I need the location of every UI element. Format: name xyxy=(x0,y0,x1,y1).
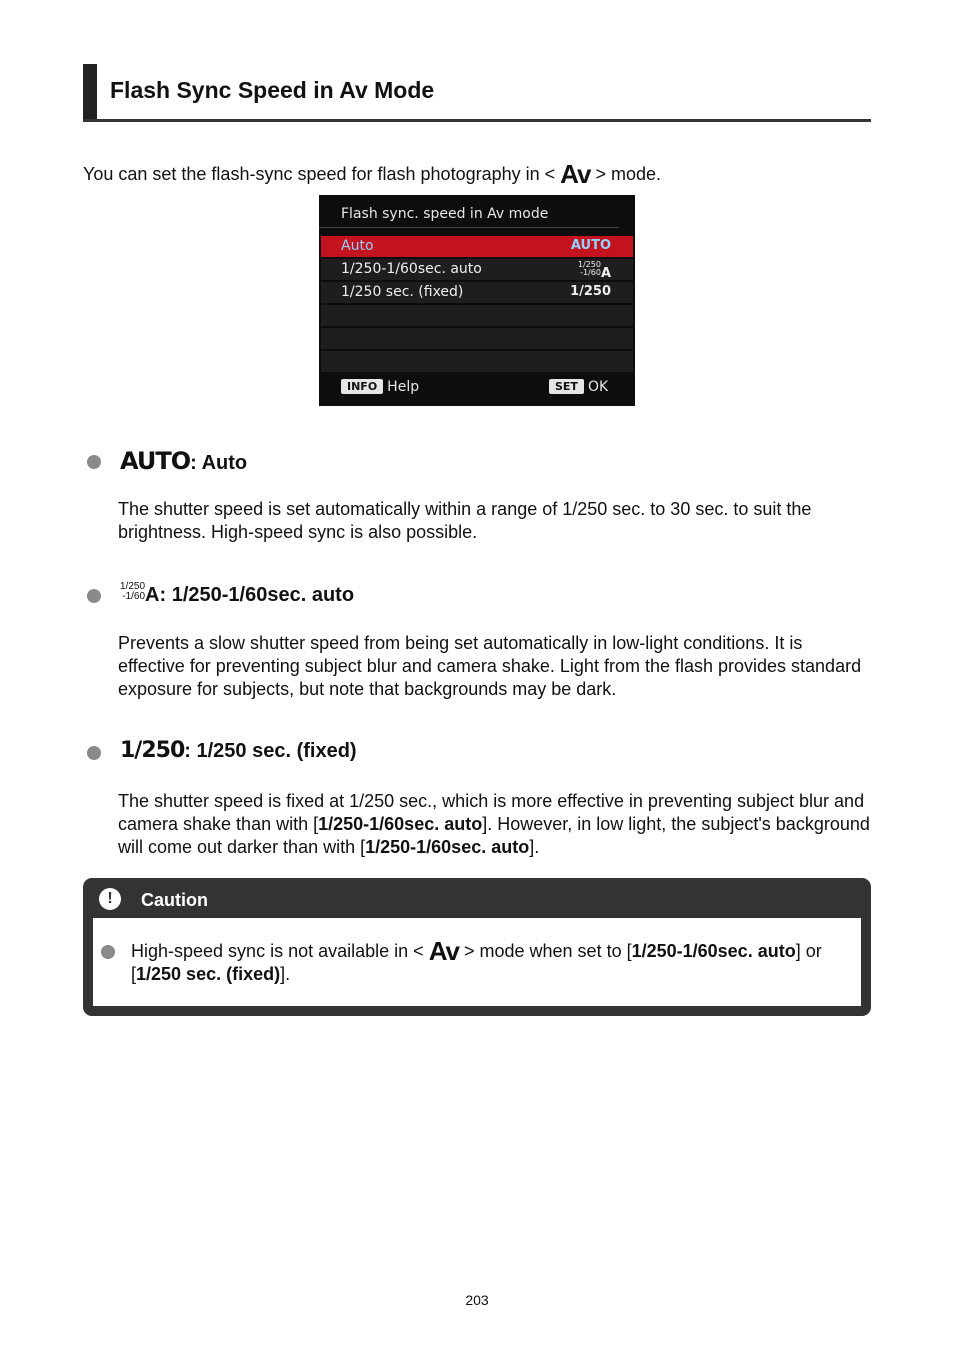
menu-item-label: 1/250 sec. (fixed) xyxy=(341,284,464,300)
section-text-1-250-1-60-auto: Prevents a slow shutter speed from being set automatically in low-light conditions. It is effective for preventing subject blur and camera shake. Light from the flash provides standard exposure for subjects, but note that backgrounds may be dark. xyxy=(118,633,862,699)
heading-rule xyxy=(83,119,871,122)
menu-item-label: Auto xyxy=(341,238,374,254)
intro-text-before: You can set the flash-sync speed for flash photography in < xyxy=(83,164,556,184)
bullet-icon xyxy=(101,945,115,959)
menu-item-value: AUTO xyxy=(570,238,611,253)
menu-item-value xyxy=(578,261,611,281)
menu-item-label: 1/250-1/60sec. auto xyxy=(341,261,482,277)
menu-item-1-250-1-60-auto[interactable] xyxy=(321,259,633,280)
caution-box xyxy=(83,878,871,1016)
menu-value-top: 1/250 xyxy=(577,260,601,269)
range-auto-icon xyxy=(120,581,160,606)
menu-empty-row xyxy=(321,351,633,372)
menu-empty-row xyxy=(321,328,633,349)
bold-part: 1/250-1/60sec. auto xyxy=(365,837,530,857)
heading-accent-bar xyxy=(83,64,97,120)
av-mode-icon: Av xyxy=(560,159,591,189)
intro-text-after: > mode. xyxy=(595,164,661,184)
bold-part: 1/250-1/60sec. auto xyxy=(631,941,796,961)
info-help-button[interactable] xyxy=(341,379,419,399)
section-text-1-250-fixed xyxy=(118,790,870,859)
info-key-label: Help xyxy=(387,379,420,395)
bullet-icon xyxy=(87,746,101,760)
page-number: 203 xyxy=(465,1292,489,1308)
exclamation-icon: ! xyxy=(99,888,121,910)
section-heading-1-250-1-60-auto xyxy=(120,582,354,607)
info-keycap: INFO xyxy=(341,379,383,394)
bold-part: 1/250 sec. (fixed) xyxy=(136,964,281,984)
section-title: : 1/250-1/60sec. auto xyxy=(159,584,355,606)
camera-menu-screen xyxy=(319,195,635,406)
section-title: : Auto xyxy=(190,452,248,474)
caution-body xyxy=(93,918,861,1006)
menu-item-auto[interactable] xyxy=(321,236,633,257)
set-keycap: SET xyxy=(549,379,584,394)
menu-title-divider xyxy=(319,227,619,228)
menu-value-bottom: -1/60 xyxy=(580,268,601,277)
bullet-icon xyxy=(87,589,101,603)
icon-top: 1/250 xyxy=(120,581,146,592)
auto-icon: AUTO xyxy=(120,447,191,475)
section-title: : 1/250 sec. (fixed) xyxy=(184,740,357,762)
caution-header xyxy=(83,878,871,918)
section-heading-auto xyxy=(120,447,247,475)
set-ok-button[interactable] xyxy=(549,379,608,399)
set-key-label: OK xyxy=(587,379,609,395)
bold-part: 1/250-1/60sec. auto xyxy=(318,814,483,834)
text-part: ]. xyxy=(529,837,540,857)
text-part: The shutter speed is fixed at 1/250 sec., which is more effective in preventing subject blur and camera shake than with [ xyxy=(118,791,865,834)
text-part: High-speed sync is not available in < xyxy=(131,941,424,961)
section-text-auto: The shutter speed is set automatically within a range of 1/250 sec. to 30 sec. to suit the brightness. High-speed sync is also possible. xyxy=(118,499,812,542)
intro-paragraph xyxy=(83,159,661,189)
icon-suffix: A xyxy=(145,584,160,606)
bullet-icon xyxy=(87,455,101,469)
caution-text xyxy=(131,936,831,986)
text-part: ] or [ xyxy=(131,941,822,984)
text-part: ]. xyxy=(280,964,291,984)
menu-empty-row xyxy=(321,305,633,326)
menu-title: Flash sync. speed in Av mode xyxy=(341,206,549,222)
menu-item-value: 1/250 xyxy=(570,284,611,299)
text-part: > mode when set to [ xyxy=(463,941,632,961)
section-heading-1-250-fixed xyxy=(120,738,357,763)
page-title: Flash Sync Speed in Av Mode xyxy=(110,77,435,103)
menu-item-1-250-fixed[interactable] xyxy=(321,282,633,303)
menu-value-suffix: A xyxy=(600,266,611,281)
caution-title: Caution xyxy=(141,890,208,910)
text-part: ]. However, in low light, the subject's background will come out darker than with [ xyxy=(118,814,870,857)
icon-bottom: -1/60 xyxy=(122,591,146,602)
av-mode-icon: Av xyxy=(428,936,459,966)
fixed-1-250-icon: 1/250 xyxy=(120,738,185,763)
